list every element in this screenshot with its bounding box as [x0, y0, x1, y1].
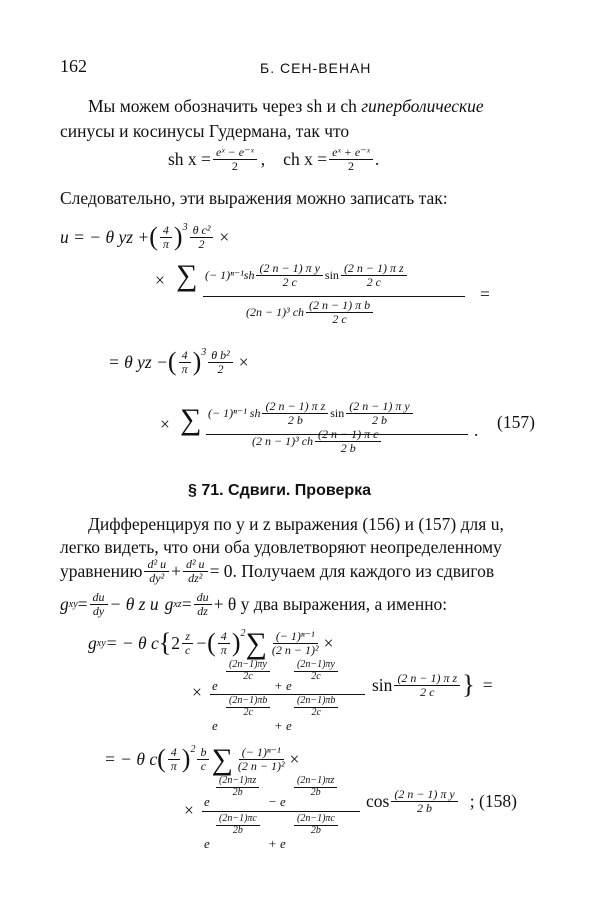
para-line-2: легко видеть, что они оба удовлетворяют неопределенному: [60, 537, 502, 557]
intro-line-1: [88, 96, 484, 117]
eq158-r2-sin: sin $\frac{\text{(2 n − 1) π z}}{2 c}$ } =: [372, 670, 493, 699]
eq157-number: (157): [497, 412, 535, 432]
eq158-row-3: = − θ c ( $\frac{4}{\pi}$ ) $^2$ $\frac{b}{c}$ ∑ $\frac{\text{(− 1)ⁿ⁻¹}}{\text{(2 n − 1)²}}$ ×: [104, 742, 300, 776]
para-line-3: уравнению $\frac{\text{d² u}}{\text{dy²}}$ + $\frac{\text{d² u}}{\text{dz²}}$ = 0. Получаем для каждого из сдвигов: [60, 557, 495, 585]
ch-numerator: eˣ + e⁻ˣ: [329, 146, 373, 160]
ch-fraction: [329, 146, 373, 172]
eq158-row-4-times: ×: [184, 800, 194, 820]
ch-lhs: ch x =: [283, 148, 328, 169]
eq157-row-2-times: ×: [155, 270, 165, 290]
sum-symbol-2: ∑: [180, 403, 202, 436]
intro-line-2: синусы и косинусы Гудермана, так что: [60, 121, 350, 141]
sh-fraction: [213, 146, 257, 172]
intro-text: Мы можем обозначить через sh и ch: [88, 96, 362, 116]
consequently-line: Следовательно, эти выражения можно записать так:: [60, 188, 448, 208]
para-line-1: Дифференцируя по y и z выражения (156) и (157) для u,: [88, 514, 504, 534]
intro-italic: гиперболические: [361, 96, 484, 116]
sum-symbol: ∑: [176, 259, 198, 292]
eq157-row4-numerator: (− 1)ⁿ⁻¹ sh $\frac{\text{(2 n − 1) π z}}{2 b}$ sin $\frac{\text{(2 n − 1) π y}}{2 b}$: [208, 400, 415, 426]
theta-c2-over-2: $\frac{\text{θ c²}}{2}$: [190, 224, 214, 250]
book-page: 162 Б. СЕН-ВЕНАН Мы можем обозначить через sh и ch гиперболические синусы и косинусы Гудермана, так что sh x = $\frac{\text{eˣ − e⁻ˣ}}{2}$ , ch x = $\frac{\text{eˣ + e⁻ˣ}}{2}$ . Следовательно, эти выражения можно записать так: u = − θ yz + ( $\frac{4}{\pi}$ ) $^3$ $\frac{\text{θ c²}}{2}$ × × ∑ (− 1)ⁿ⁻¹sh $\frac{\text{(2 n − 1) π y}}{2 c}$ sin $\frac{\text{(2 n − 1) π z}}{2 c}$ (2n − 1)³ ch $\frac{\text{(2 n − 1) π b}}{2 c}$ = = θ yz − ( $\frac{4}{\pi}$ ) $^3$ $\frac{\text{θ b²}}{2}$ × × ∑ (− 1)ⁿ⁻¹ sh $\frac{\text{(2 n − 1) π z}}{2 b}$ sin $\frac{\text{(2 n − 1) π y}}{2 b}$ (2 n − 1)³ ch $\frac{\text{(2 n − 1) π c}}{2 b}$ . (157) § 71. Сдвиги. Проверка Дифференцируя по y и z выражения (156) и (157) для u, легко видеть, что они оба удовлетворяют неопределенному уравнению $\frac{\text{d² u}}{\text{dy²}}$ + $\frac{\text{d² u}}{\text{dz²}}$ = 0. Получаем для каждого из сдвигов g xy = $\frac{du}{dy}$ − θ z и g xz = $\frac{du}{dz}$ + θ y два выражения, а именно: g xy = − θ c { 2 $\frac{z}{c}$ − ( $\frac{4}{\pi}$ ) $^2$ ∑ $\frac{\text{(− 1)ⁿ⁻¹}}{\text{(2 n − 1)²}}$ × × $\frac{(2n-1)\pi y}{2c}$ e + e $\frac{(2n-1)\pi y}{2c}$ $\frac{(2n-1)\pi b}{2c}$ e + e $\frac{(2n-1)\pi b}{2c}$ sin $\frac{\text{(2 n − 1) π z}}{2 c}$ } = = − θ c ( $\frac{4}{\pi}$ ) $^2$ $\frac{b}{c}$ ∑ $\frac{\text{(− 1)ⁿ⁻¹}}{\text{(2 n − 1)²}}$ × × $\frac{(2n-1)\pi z}{2b}$ e − e $\frac{(2n-1)\pi z}{2b}$ $\frac{(2n-1)\pi c}{2b}$ e + e $\frac{(2n-1)\pi c}{2b}$ cos $\frac{\text{(2 n − 1) π y}}{2 b}$ ; (158): [60, 56, 535, 851]
sh-numerator: eˣ − e⁻ˣ: [213, 146, 257, 160]
ch-denominator: 2: [347, 158, 354, 173]
para-line-4: g xy = $\frac{du}{dy}$ − θ z и g xz = $\frac{du}{dz}$ + θ y два выражения, а именно:: [60, 590, 448, 618]
eq157-row4-denominator: (2 n − 1)³ ch $\frac{\text{(2 n − 1) π c}}{2 b}$: [252, 428, 383, 454]
running-header-author: Б. СЕН-ВЕНАН: [260, 60, 372, 76]
hyperbolic-definitions: sh x = $\frac{\text{eˣ − e⁻ˣ}}{2}$ , ch x = $\frac{\text{eˣ + e⁻ˣ}}{2}$ .: [168, 145, 380, 173]
sh-denominator: 2: [231, 158, 238, 173]
eq157-row2-denominator: (2n − 1)³ ch $\frac{\text{(2 n − 1) π b}}{2 c}$: [246, 299, 375, 325]
eq157-row-1: u = − θ yz + ( $\frac{4}{\pi}$ ) $^3$ $\frac{\text{θ c²}}{2}$ ×: [60, 222, 230, 251]
sh-lhs: sh x =: [168, 148, 211, 169]
eq158-number: ; (158): [469, 790, 517, 811]
eq157-row-4-times: ×: [160, 414, 170, 434]
page-number: 162: [60, 56, 87, 76]
eq157-row-3: = θ yz − ( $\frac{4}{\pi}$ ) $^3$ $\frac{\text{θ b²}}{2}$ ×: [108, 347, 249, 376]
section-heading: § 71. Сдвиги. Проверка: [188, 482, 372, 499]
eq157-row2-fraction-bar: [203, 296, 465, 297]
eq158-row-2-times: ×: [192, 682, 202, 702]
four-over-pi: $\frac{4}{\pi}$: [160, 224, 172, 250]
eq158-row-1: g xy = − θ c { 2 $\frac{z}{c}$ − ( $\frac{4}{\pi}$ ) $^2$ ∑ $\frac{\text{(− 1)ⁿ⁻¹}}{\text{(2 n − 1)²}}$ ×: [88, 626, 334, 660]
eq157-row2-numerator: (− 1)ⁿ⁻¹sh $\frac{\text{(2 n − 1) π y}}{2 c}$ sin $\frac{\text{(2 n − 1) π z}}{2 c}$: [205, 262, 409, 288]
eq158-r4-cos: cos $\frac{\text{(2 n − 1) π y}}{2 b}$ ; (158): [366, 787, 517, 815]
eq157-row2-equals: =: [480, 284, 490, 304]
eq158-r4-bar: [202, 811, 360, 812]
eq157-u-lhs: u = − θ yz +: [60, 226, 150, 247]
